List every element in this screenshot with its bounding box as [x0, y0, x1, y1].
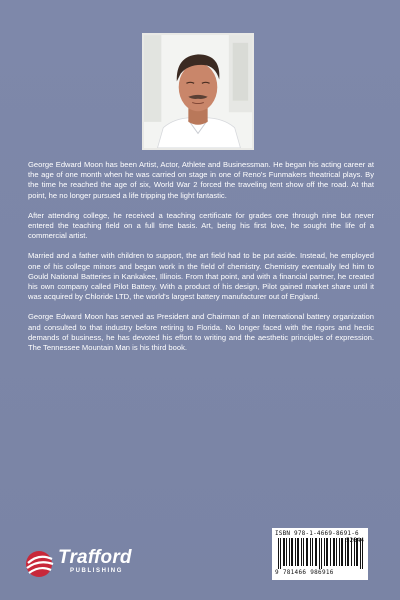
author-biography — [28, 160, 374, 363]
barcode-addon: 52644 — [345, 537, 364, 544]
publisher-subtitle: PUBLISHING — [70, 568, 124, 574]
author-portrait-image — [144, 35, 252, 148]
isbn-number: ISBN 978-1-4669-8691-6 — [275, 530, 359, 537]
bio-paragraph: After attending college, he received a teaching certificate for grades one through nine but never entered the teaching field on a full time basis. Art, being his first love, he sought the life of a commercial artist. — [28, 210, 374, 241]
barcode-digits: 9 781466 986916 — [275, 569, 334, 576]
author-photo — [142, 33, 254, 150]
isbn-barcode — [272, 528, 368, 580]
publisher-logo — [24, 547, 164, 579]
trafford-swirl-icon — [24, 549, 58, 579]
bio-paragraph: George Edward Moon has been Artist, Actor, Athlete and Businessman. He began his acting career at the age of one month when he was carried on stage in one of Reno's Funmakers theatrical plays. By the time he reached the age of six, World War 2 forced the traveling tent show off the road. At that point, he no longer pursued a life tripping the light fantastic. — [28, 160, 374, 200]
bio-paragraph: George Edward Moon has served as President and Chairman of an International battery organization and consulted to that industry before retiring to Florida. No longer faced with the rigors and hectic demands of business, he has devoted his effort to writing and the aesthetic principles of expression. The Tennessee Mountain Man is his third book. — [28, 312, 374, 353]
bio-paragraph: Married and a father with children to support, the art field had to be put aside. Instead, he employed one of his college minors and began work in the field of chemistry. Chemistry eventually led him to Gould National Batteries in Kankakee, Illinois. From that point, and with a financial partner, he created his own company called Pilot Battery. With a product of his design, Pilot gained market share until it was acquired by Chloride LTD, the world's largest battery manufacturer out of England. — [28, 251, 374, 302]
publisher-name: Trafford — [58, 547, 132, 568]
